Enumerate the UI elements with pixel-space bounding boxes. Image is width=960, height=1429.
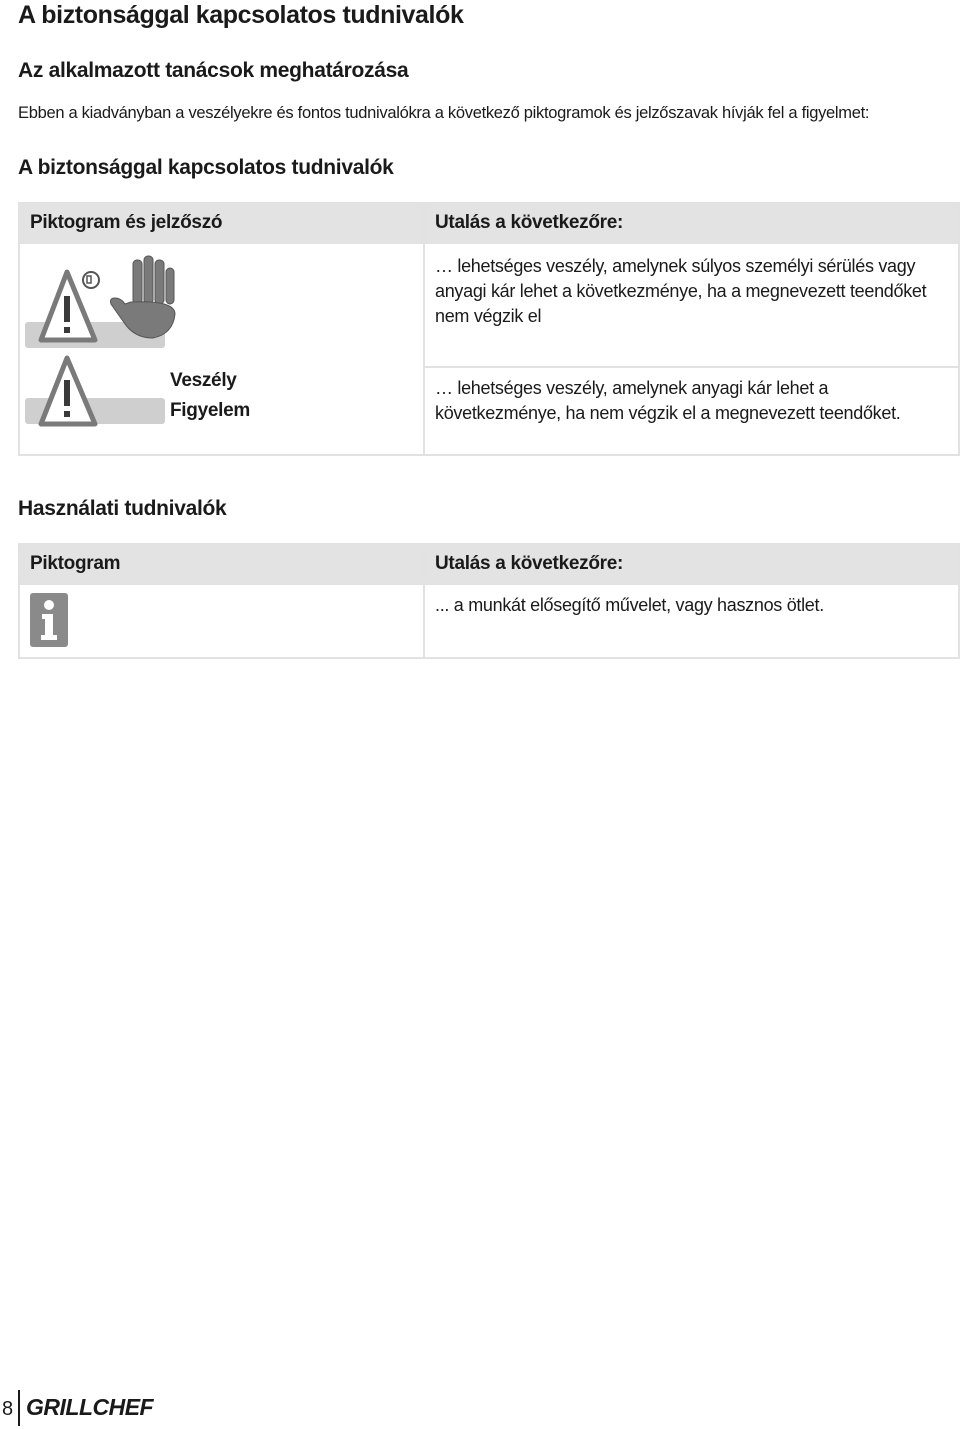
footer-divider bbox=[18, 1390, 20, 1426]
brand-logo: GRILLCHEF bbox=[26, 1394, 154, 1420]
signal-word-danger: Veszély bbox=[170, 370, 237, 391]
warning-pictogram-row bbox=[20, 344, 423, 424]
usage-col2-header: Utalás a következőre: bbox=[424, 544, 959, 584]
usage-pictogram-cell bbox=[19, 584, 424, 658]
warning-triangle-icon bbox=[25, 348, 125, 428]
section-title-definitions: Az alkalmazott tanácsok meghatározása bbox=[18, 59, 409, 82]
danger-description-cell bbox=[424, 243, 959, 367]
page-footer bbox=[0, 1388, 200, 1428]
page-title: A biztonsággal kapcsolatos tudnivalók bbox=[18, 1, 464, 29]
usage-col1-header: Piktogram bbox=[19, 544, 424, 584]
info-icon bbox=[30, 593, 68, 649]
safety-pictogram-cell bbox=[19, 243, 424, 455]
usage-description: ... a munkát elősegítő művelet, vagy hasznos ötlet. bbox=[435, 595, 824, 615]
signal-word-warning: Figyelem bbox=[170, 400, 250, 421]
warning-description-cell bbox=[424, 367, 959, 455]
usage-description-cell bbox=[424, 584, 959, 658]
danger-hand-warning-icon bbox=[25, 252, 185, 352]
intro-paragraph: Ebben a kiadványban a veszélyekre és fontos tudnivalókra a következő piktogramok és jelzőszavak hívják fel a figyelmet: bbox=[18, 104, 870, 122]
table-row bbox=[19, 243, 959, 367]
table-row bbox=[19, 584, 959, 658]
usage-table bbox=[18, 543, 960, 659]
section-title-usage: Használati tudnivalók bbox=[18, 497, 227, 520]
danger-description: … lehetséges veszély, amelynek súlyos személyi sérülés vagy anyagi kár lehet a következménye, ha a megnevezett teendőket nem végzik el bbox=[435, 256, 927, 326]
section-title-safety: A biztonsággal kapcsolatos tudnivalók bbox=[18, 156, 394, 179]
safety-col1-header: Piktogram és jelzőszó bbox=[19, 203, 424, 243]
warning-description: … lehetséges veszély, amelynek anyagi kár lehet a következménye, ha nem végzik el a megnevezett teendőket. bbox=[435, 378, 901, 423]
safety-table bbox=[18, 202, 960, 456]
safety-col2-header: Utalás a következőre: bbox=[424, 203, 959, 243]
danger-pictogram-row bbox=[20, 244, 423, 391]
page-number: 8 bbox=[2, 1398, 14, 1420]
